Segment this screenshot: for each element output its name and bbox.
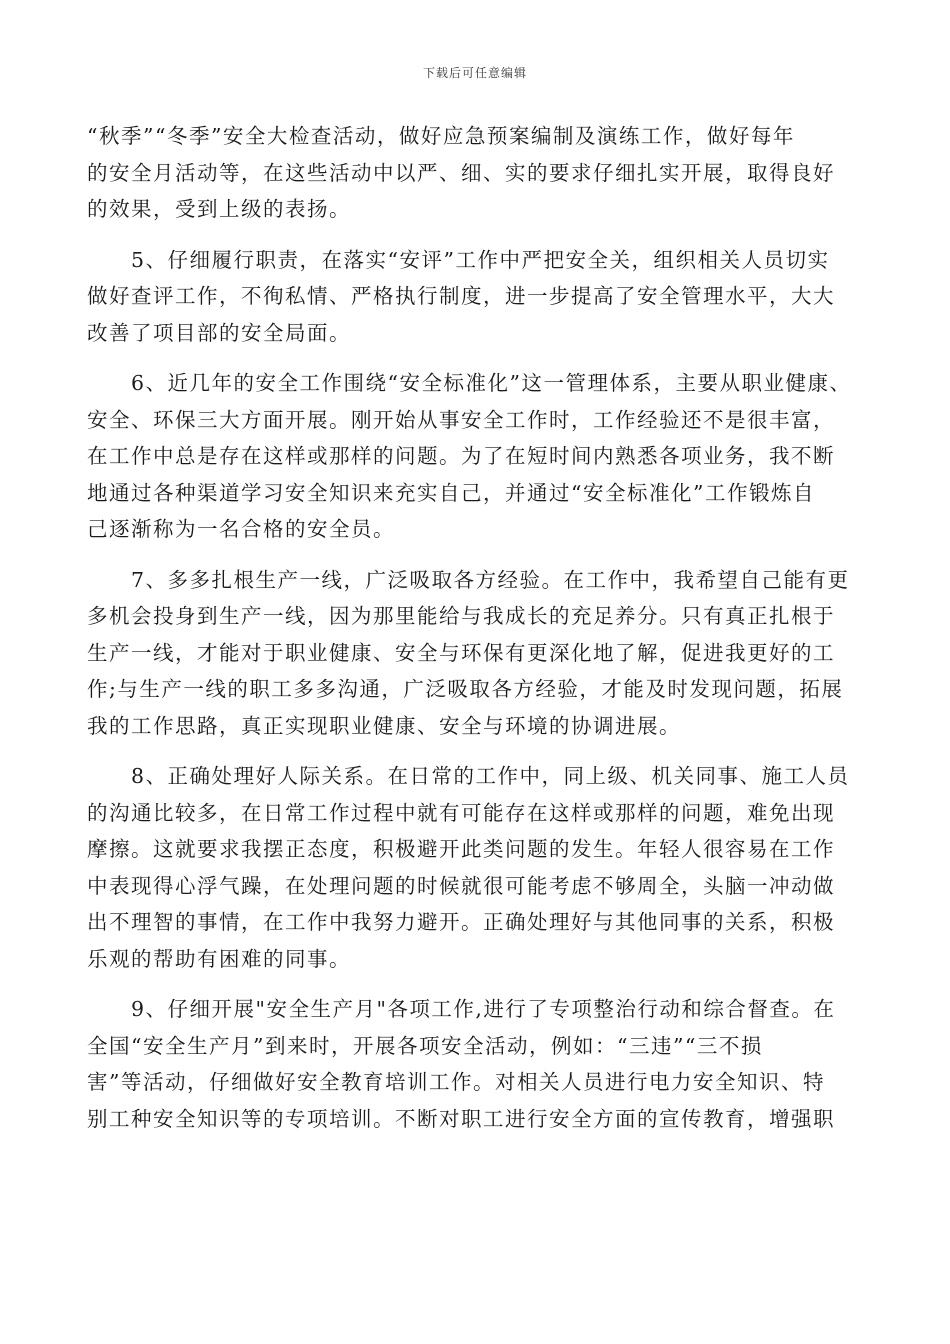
text-line: 改善了项目部的安全局面。 <box>87 320 351 345</box>
text-line: 在工作中总是存在这样或那样的问题。为了在短时间内熟悉各项业务，我不断 <box>87 444 835 468</box>
text-line: 多机会投身到生产一线，因为那里能给与我成长的充足养分。只有真正扎根于 <box>87 604 835 628</box>
text-line: 全国“安全生产月”到来时，开展各项安全活动，例如：“三违”“三不损 <box>87 1033 763 1058</box>
text-line: 中表现得心浮气躁，在处理问题的时候就很可能考虑不够周全，头脑一冲动做 <box>87 873 835 898</box>
text-line: 我的工作思路，真正实现职业健康、安全与环境的协调进展。 <box>87 713 681 738</box>
paragraph-item-6 <box>87 365 863 548</box>
text-line: 出不理智的事情，在工作中我努力避开。正确处理好与其他同事的关系，积极 <box>87 910 835 934</box>
text-line: 5、仔细履行职责，在落实“安评”工作中严把安全关，组织相关人员切实 <box>131 247 830 272</box>
text-line: 的沟通比较多，在日常工作过程中就有可能存在这样或那样的问题，难免出现 <box>87 800 835 825</box>
paragraph-item-7 <box>87 562 863 745</box>
text-line: 7、多多扎根生产一线，广泛吸取各方经验。在工作中，我希望自己能有更 <box>131 567 850 592</box>
text-line: 8、正确处理好人际关系。在日常的工作中，同上级、机关同事、施工人员 <box>131 764 850 788</box>
text-line: 6、近几年的安全工作围绕“安全标准化”这一管理体系，主要从职业健康、 <box>131 371 852 395</box>
text-line: 做好查评工作，不徇私情、严格执行制度，进一步提高了安全管理水平，大大 <box>87 284 835 308</box>
text-line: 地通过各种渠道学习安全知识来充实自己，并通过“安全标准化”工作锻炼自 <box>87 480 815 505</box>
document-body <box>87 118 863 1151</box>
paragraph-continuation <box>87 118 863 228</box>
text-line: 作;与生产一线的职工多多沟通，广泛吸取各方经验，才能及时发现问题，拓展 <box>87 677 844 701</box>
text-line: 摩擦。这就要求我摆正态度，积极避开此类问题的发生。年轻人很容易在工作 <box>87 837 835 861</box>
text-line: 害”等活动，仔细做好安全教育培训工作。对相关人员进行电力安全知识、特 <box>87 1070 825 1094</box>
text-line: 的安全月活动等，在这些活动中以严、细、实的要求仔细扎实开展，取得良好 <box>87 160 835 185</box>
text-line: 安全、环保三大方面开展。刚开始从事安全工作时，工作经验还不是很丰富， <box>87 407 835 432</box>
text-line: 乐观的帮助有困难的同事。 <box>87 946 351 971</box>
text-line: 己逐渐称为一名合格的安全员。 <box>87 517 395 541</box>
text-line: 生产一线，才能对于职业健康、安全与环保有更深化地了解，促进我更好的工 <box>87 640 835 665</box>
paragraph-item-5 <box>87 242 863 352</box>
paragraph-item-9 <box>87 991 863 1137</box>
paragraph-item-8 <box>87 758 863 977</box>
text-line: 别工种安全知识等的专项培训。不断对职工进行安全方面的宣传教育，增强职 <box>87 1106 835 1131</box>
page-header: 下载后可任意编辑 <box>422 66 527 80</box>
text-line: 的效果，受到上级的表扬。 <box>87 197 351 221</box>
text-line: “秋季”“冬季”安全大检查活动，做好应急预案编制及演练工作，做好每年 <box>87 124 795 148</box>
text-line: 9、仔细开展"安全生产月"各项工作,进行了专项整治行动和综合督查。在 <box>131 997 836 1021</box>
